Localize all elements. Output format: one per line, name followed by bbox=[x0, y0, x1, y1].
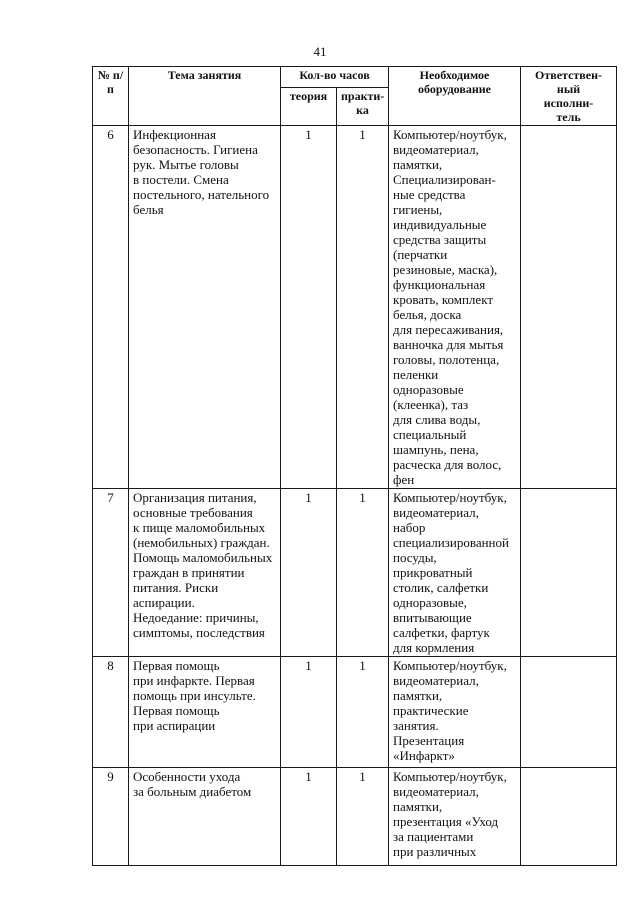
row-practice-hours: 1 bbox=[337, 126, 389, 489]
page-number: 41 bbox=[313, 44, 327, 59]
header-responsible: Ответствен- ный исполни- тель bbox=[521, 67, 617, 126]
header-theory: теория bbox=[281, 87, 337, 125]
header-practice: практи- ка bbox=[337, 87, 389, 125]
row-topic: Первая помощь при инфаркте. Первая помощь при инсульте. Первая помощь при аспирации bbox=[129, 657, 281, 768]
row-equipment: Компьютер/ноутбук, видеоматериал, памятки, Специализирован- ные средства гигиены, индивидуальные средства защиты (перчатки резиновые, маска), функциональная кровать, комплект белья, доска для пересаживания, ванночка для мытья головы, полотенца, пеленки одноразовые (клеенка), таз для слива воды, специальный шампунь, пена, расческа для волос, фен bbox=[389, 126, 521, 489]
row-equipment: Компьютер/ноутбук, видеоматериал, памятки, практические занятия. Презентация «Инфаркт» bbox=[389, 657, 521, 768]
row-number: 7 bbox=[93, 489, 129, 657]
row-theory-hours: 1 bbox=[281, 126, 337, 489]
row-number: 8 bbox=[93, 657, 129, 768]
row-responsible bbox=[521, 489, 617, 657]
row-practice-hours: 1 bbox=[337, 768, 389, 866]
row-topic: Инфекционная безопасность. Гигиена рук. Мытье головы в постели. Смена постельного, нательного белья bbox=[129, 126, 281, 489]
row-equipment: Компьютер/ноутбук, видеоматериал, набор специализированной посуды, прикроватный столик, салфетки одноразовые, впитывающие салфетки, фартук для кормления bbox=[389, 489, 521, 657]
header-hours: Кол-во часов bbox=[281, 67, 389, 88]
table-row bbox=[93, 489, 617, 657]
table-row bbox=[93, 657, 617, 768]
row-number: 9 bbox=[93, 768, 129, 866]
row-number: 6 bbox=[93, 126, 129, 489]
table-row bbox=[93, 768, 617, 866]
header-equipment: Необходимое оборудование bbox=[389, 67, 521, 126]
row-responsible bbox=[521, 768, 617, 866]
row-practice-hours: 1 bbox=[337, 657, 389, 768]
header-number: № п/п bbox=[93, 67, 129, 126]
row-topic: Особенности ухода за больным диабетом bbox=[129, 768, 281, 866]
row-responsible bbox=[521, 126, 617, 489]
row-responsible bbox=[521, 657, 617, 768]
row-practice-hours: 1 bbox=[337, 489, 389, 657]
row-topic: Организация питания, основные требования к пище маломобильных (немобильных) граждан. Помощь маломобильных граждан в принятии питания. Риски аспирации. Недоедание: причины, симптомы, последствия bbox=[129, 489, 281, 657]
lesson-plan-table bbox=[92, 66, 617, 866]
row-theory-hours: 1 bbox=[281, 489, 337, 657]
header-topic: Тема занятия bbox=[129, 67, 281, 126]
row-theory-hours: 1 bbox=[281, 768, 337, 866]
table-row bbox=[93, 126, 617, 489]
row-theory-hours: 1 bbox=[281, 657, 337, 768]
row-equipment: Компьютер/ноутбук, видеоматериал, памятки, презентация «Уход за пациентами при различных bbox=[389, 768, 521, 866]
